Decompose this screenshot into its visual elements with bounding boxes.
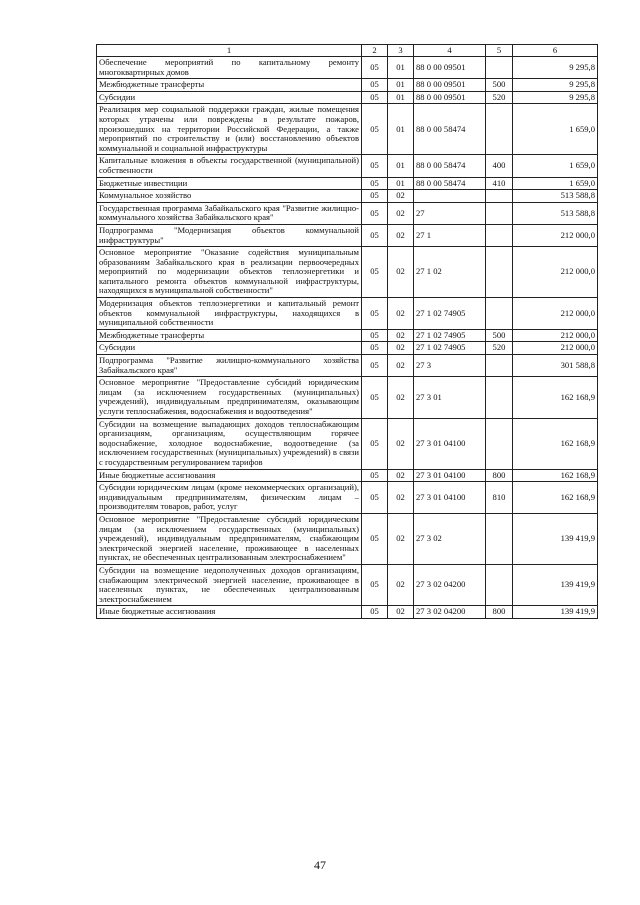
row-name: Субсидии юридическим лицам (кроме некоммерческих организаций), индивидуальным предпринимателям, физическим лицам – производителям товаров, работ, услуг xyxy=(97,482,362,514)
row-expense-type xyxy=(486,355,513,377)
row-target-article: 27 3 01 xyxy=(414,377,486,418)
row-subsection: 02 xyxy=(388,342,414,355)
row-subsection: 02 xyxy=(388,190,414,203)
row-section: 05 xyxy=(362,482,388,514)
row-subsection: 02 xyxy=(388,482,414,514)
row-section: 05 xyxy=(362,342,388,355)
row-target-article: 27 1 xyxy=(414,224,486,246)
row-target-article: 27 3 01 04100 xyxy=(414,482,486,514)
row-subsection: 02 xyxy=(388,564,414,605)
table-row xyxy=(97,177,598,190)
row-section: 05 xyxy=(362,224,388,246)
row-expense-type: 520 xyxy=(486,91,513,104)
row-amount: 139 419,9 xyxy=(513,513,598,564)
row-subsection: 02 xyxy=(388,247,414,298)
row-name: Основное мероприятие "Предоставление субсидий юридическим лицам (за исключением государственных (муниципальных) учреждений), индивидуальным предпринимателям, оказывающим услуги теплоснабжения, водоснабжения и водоотведения" xyxy=(97,377,362,418)
row-amount: 212 000,0 xyxy=(513,329,598,342)
row-name: Субсидии на возмещение недополученных доходов организациям, снабжающим электрической энергией население, проживающее в населенных пунктах, не обеспеченных централизованным электроснабжением xyxy=(97,564,362,605)
table-row xyxy=(97,57,598,79)
row-target-article: 88 0 00 09501 xyxy=(414,79,486,92)
header-col-3: 3 xyxy=(388,45,414,57)
row-section: 05 xyxy=(362,564,388,605)
row-section: 05 xyxy=(362,202,388,224)
row-amount: 162 168,9 xyxy=(513,469,598,482)
row-name: Модернизация объектов теплоэнергетики и капитальный ремонт объектов коммунальной инфраструктуры, находящихся в муниципальной собственности xyxy=(97,298,362,330)
row-subsection: 02 xyxy=(388,298,414,330)
table-row xyxy=(97,202,598,224)
row-section: 05 xyxy=(362,57,388,79)
row-expense-type: 800 xyxy=(486,606,513,619)
row-name: Капитальные вложения в объекты государственной (муниципальной) собственности xyxy=(97,155,362,177)
row-target-article: 27 3 02 04200 xyxy=(414,564,486,605)
row-section: 05 xyxy=(362,247,388,298)
table-row xyxy=(97,482,598,514)
row-section: 05 xyxy=(362,513,388,564)
row-section: 05 xyxy=(362,355,388,377)
table-body xyxy=(97,57,598,619)
table-row xyxy=(97,190,598,203)
row-amount: 1 659,0 xyxy=(513,104,598,155)
row-section: 05 xyxy=(362,104,388,155)
row-name: Иные бюджетные ассигнования xyxy=(97,469,362,482)
page-number: 47 xyxy=(314,858,326,872)
row-target-article: 27 3 xyxy=(414,355,486,377)
row-amount: 1 659,0 xyxy=(513,155,598,177)
row-subsection: 01 xyxy=(388,104,414,155)
row-amount: 212 000,0 xyxy=(513,224,598,246)
row-expense-type: 810 xyxy=(486,482,513,514)
row-name: Иные бюджетные ассигнования xyxy=(97,606,362,619)
row-subsection: 01 xyxy=(388,155,414,177)
row-name: Государственная программа Забайкальского края "Развитие жилищно-коммунального хозяйства Забайкальского края" xyxy=(97,202,362,224)
row-subsection: 02 xyxy=(388,224,414,246)
row-target-article: 27 1 02 xyxy=(414,247,486,298)
table-row xyxy=(97,91,598,104)
row-target-article: 88 0 00 58474 xyxy=(414,104,486,155)
row-target-article: 88 0 00 58474 xyxy=(414,155,486,177)
row-section: 05 xyxy=(362,155,388,177)
table-row xyxy=(97,155,598,177)
row-amount: 513 588,8 xyxy=(513,202,598,224)
row-amount: 212 000,0 xyxy=(513,247,598,298)
row-name: Обеспечение мероприятий по капитальному ремонту многоквартирных домов xyxy=(97,57,362,79)
row-section: 05 xyxy=(362,298,388,330)
budget-table xyxy=(96,44,598,619)
row-target-article: 88 0 00 09501 xyxy=(414,57,486,79)
row-name: Субсидии xyxy=(97,342,362,355)
row-expense-type xyxy=(486,190,513,203)
row-amount: 162 168,9 xyxy=(513,377,598,418)
row-amount: 139 419,9 xyxy=(513,564,598,605)
row-expense-type: 800 xyxy=(486,469,513,482)
row-amount: 212 000,0 xyxy=(513,298,598,330)
row-name: Реализация мер социальной поддержки граждан, жилые помещения которых утрачены или повреждены в результате пожаров, произошедших на территории Российской Федерации, а также мероприятий по строительству и (или) восстановлению объектов коммунальной и социальной инфраструктуры xyxy=(97,104,362,155)
row-subsection: 02 xyxy=(388,513,414,564)
row-section: 05 xyxy=(362,606,388,619)
header-col-5: 5 xyxy=(486,45,513,57)
row-target-article: 27 xyxy=(414,202,486,224)
row-name: Субсидии xyxy=(97,91,362,104)
row-subsection: 02 xyxy=(388,418,414,469)
row-target-article: 27 3 02 04200 xyxy=(414,606,486,619)
table-row xyxy=(97,329,598,342)
row-subsection: 01 xyxy=(388,79,414,92)
row-target-article: 27 3 02 xyxy=(414,513,486,564)
table-row xyxy=(97,104,598,155)
row-section: 05 xyxy=(362,79,388,92)
row-expense-type xyxy=(486,564,513,605)
row-amount: 162 168,9 xyxy=(513,482,598,514)
row-subsection: 02 xyxy=(388,469,414,482)
row-section: 05 xyxy=(362,377,388,418)
header-col-6: 6 xyxy=(513,45,598,57)
row-section: 05 xyxy=(362,469,388,482)
header-col-1: 1 xyxy=(97,45,362,57)
row-amount: 9 295,8 xyxy=(513,91,598,104)
row-target-article: 27 1 02 74905 xyxy=(414,342,486,355)
row-target-article: 88 0 00 58474 xyxy=(414,177,486,190)
row-name: Коммунальное хозяйство xyxy=(97,190,362,203)
row-section: 05 xyxy=(362,190,388,203)
row-subsection: 01 xyxy=(388,177,414,190)
row-expense-type xyxy=(486,513,513,564)
row-name: Основное мероприятие "Оказание содействия муниципальным образованиям Забайкальского края в реализации первоочередных мероприятий по модернизации объектов теплоэнергетики и капитального ремонта объектов коммунальной инфраструктуры, находящихся в муниципальной собственности" xyxy=(97,247,362,298)
table-row xyxy=(97,342,598,355)
header-col-4: 4 xyxy=(414,45,486,57)
row-subsection: 02 xyxy=(388,202,414,224)
row-section: 05 xyxy=(362,91,388,104)
table-row xyxy=(97,564,598,605)
table-row xyxy=(97,79,598,92)
table-row xyxy=(97,377,598,418)
row-amount: 9 295,8 xyxy=(513,57,598,79)
row-expense-type: 400 xyxy=(486,155,513,177)
row-expense-type xyxy=(486,202,513,224)
table-row xyxy=(97,513,598,564)
table-row xyxy=(97,418,598,469)
table-row xyxy=(97,224,598,246)
row-expense-type: 410 xyxy=(486,177,513,190)
table-row xyxy=(97,247,598,298)
row-amount: 139 419,9 xyxy=(513,606,598,619)
row-amount: 1 659,0 xyxy=(513,177,598,190)
row-expense-type: 520 xyxy=(486,342,513,355)
row-target-article: 27 3 01 04100 xyxy=(414,469,486,482)
table-header-row xyxy=(97,45,598,57)
row-target-article: 27 1 02 74905 xyxy=(414,298,486,330)
row-expense-type xyxy=(486,377,513,418)
row-section: 05 xyxy=(362,329,388,342)
row-name: Подпрограмма "Развитие жилищно-коммунального хозяйства Забайкальского края" xyxy=(97,355,362,377)
row-name: Подпрограмма "Модернизация объектов коммунальной инфраструктуры" xyxy=(97,224,362,246)
table-row xyxy=(97,355,598,377)
row-amount: 212 000,0 xyxy=(513,342,598,355)
row-expense-type xyxy=(486,298,513,330)
row-target-article: 27 3 01 04100 xyxy=(414,418,486,469)
row-target-article: 88 0 00 09501 xyxy=(414,91,486,104)
table-row xyxy=(97,298,598,330)
row-name: Основное мероприятие "Предоставление субсидий юридическим лицам (за исключением государственных (муниципальных) учреждений), индивидуальным предпринимателям, снабжающим электрической энергией население, проживающее в населенных пунктах, не обеспеченных централизованным электроснабжением" xyxy=(97,513,362,564)
row-expense-type xyxy=(486,224,513,246)
row-amount: 162 168,9 xyxy=(513,418,598,469)
row-target-article xyxy=(414,190,486,203)
row-subsection: 01 xyxy=(388,57,414,79)
row-expense-type: 500 xyxy=(486,329,513,342)
row-subsection: 02 xyxy=(388,377,414,418)
row-expense-type xyxy=(486,104,513,155)
row-subsection: 02 xyxy=(388,329,414,342)
row-name: Межбюджетные трансферты xyxy=(97,329,362,342)
header-col-2: 2 xyxy=(362,45,388,57)
row-section: 05 xyxy=(362,177,388,190)
row-name: Субсидии на возмещение выпадающих доходов теплоснабжающим организациям, организациям, осуществляющим горячее водоснабжение, холодное водоснабжение, водоотведение (за исключением государственных (муниципальных) учреждений) в связи с государственным регулированием тарифов xyxy=(97,418,362,469)
row-subsection: 01 xyxy=(388,91,414,104)
row-amount: 301 588,8 xyxy=(513,355,598,377)
row-name: Бюджетные инвестиции xyxy=(97,177,362,190)
table-row xyxy=(97,606,598,619)
row-subsection: 02 xyxy=(388,606,414,619)
row-expense-type xyxy=(486,247,513,298)
row-amount: 513 588,8 xyxy=(513,190,598,203)
row-section: 05 xyxy=(362,418,388,469)
row-amount: 9 295,8 xyxy=(513,79,598,92)
row-name: Межбюджетные трансферты xyxy=(97,79,362,92)
table-row xyxy=(97,469,598,482)
row-expense-type: 500 xyxy=(486,79,513,92)
row-target-article: 27 1 02 74905 xyxy=(414,329,486,342)
row-subsection: 02 xyxy=(388,355,414,377)
row-expense-type xyxy=(486,418,513,469)
row-expense-type xyxy=(486,57,513,79)
